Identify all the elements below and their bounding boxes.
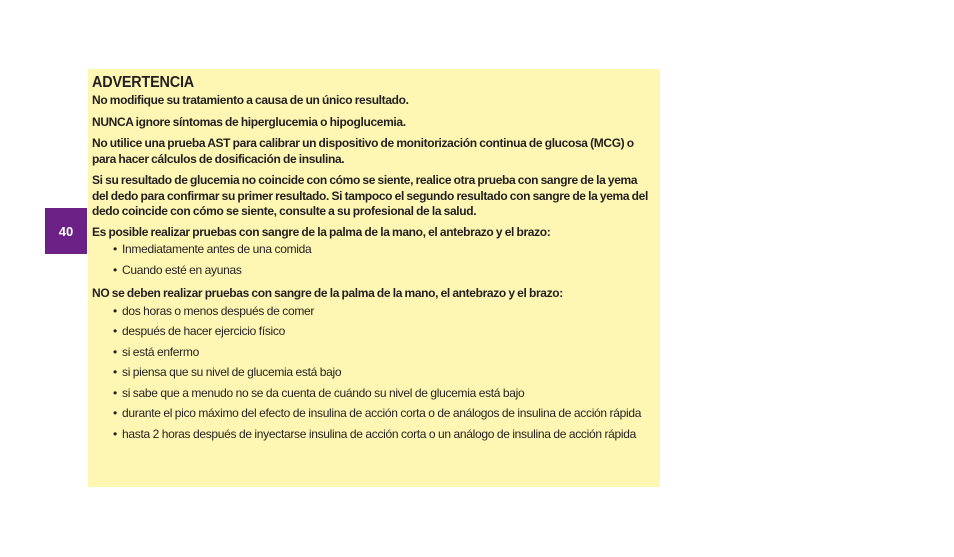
- bullet-icon: •: [113, 324, 117, 338]
- list-item: [113, 365, 654, 381]
- list-item-text: si piensa que su nivel de glucemia está bajo: [122, 365, 342, 379]
- warning-paragraph: No utilice una prueba AST para calibrar un dispositivo de monitorización continua de glucosa (MCG) o para hacer cálculos de dosificación de insulina.: [92, 136, 634, 166]
- warning-title: ADVERTENCIA: [92, 74, 195, 91]
- page-number-tab: [45, 208, 87, 254]
- list-item-text: Inmediatamente antes de una comida: [122, 242, 312, 256]
- warning-paragraph: NUNCA ignore síntomas de hiperglucemia o hipoglucemia.: [92, 114, 406, 129]
- list-item-text: Cuando esté en ayunas: [122, 262, 242, 277]
- bullet-icon: •: [113, 303, 117, 318]
- list-item-text: durante el pico máximo del efecto de insulina de acción corta o de análogos de insulina de acción rápida: [122, 406, 642, 420]
- list-item: [113, 386, 654, 402]
- list-item-text: si está enfermo: [122, 344, 199, 359]
- list-item: [113, 345, 654, 361]
- warning-box: [88, 69, 660, 487]
- bullet-icon: •: [113, 262, 117, 277]
- list-item: [113, 427, 654, 443]
- bullet-icon: •: [113, 406, 117, 420]
- bullet-icon: •: [113, 426, 117, 441]
- allowed-sites-list: [92, 242, 654, 278]
- list-item: [113, 324, 654, 340]
- allowed-sites-heading: Es posible realizar pruebas con sangre de la palma de la mano, el antebrazo y el brazo:: [92, 224, 551, 239]
- list-item-text: después de hacer ejercicio físico: [122, 324, 285, 338]
- list-item: [113, 304, 654, 320]
- list-item-text: dos horas o menos después de comer: [122, 303, 315, 318]
- list-item-text: hasta 2 horas después de inyectarse insulina de acción corta o un análogo de insulina de acción rápida: [122, 426, 637, 441]
- warning-paragraph: Si su resultado de glucemia no coincide con cómo se siente, realice otra prueba con sangre de la yema del dedo para confirmar su primer resultado. Si tampoco el segundo resultado con sangre de la yema del dedo coincide con cómo se siente, consulte a su profesional de la salud.: [92, 173, 648, 218]
- warning-paragraph: No modifique su tratamiento a causa de un único resultado.: [92, 93, 409, 107]
- bullet-icon: •: [113, 385, 117, 400]
- list-item: [113, 242, 654, 258]
- list-item-text: si sabe que a menudo no se da cuenta de cuándo su nivel de glucemia está bajo: [122, 385, 525, 400]
- not-allowed-sites-heading: NO se deben realizar pruebas con sangre de la palma de la mano, el antebrazo y el brazo:: [92, 286, 563, 300]
- bullet-icon: •: [113, 242, 117, 256]
- not-allowed-sites-list: [92, 304, 654, 443]
- bullet-icon: •: [113, 344, 117, 359]
- list-item: [113, 406, 654, 422]
- bullet-icon: •: [113, 365, 117, 379]
- list-item: [113, 263, 654, 279]
- page-number: 40: [58, 223, 74, 239]
